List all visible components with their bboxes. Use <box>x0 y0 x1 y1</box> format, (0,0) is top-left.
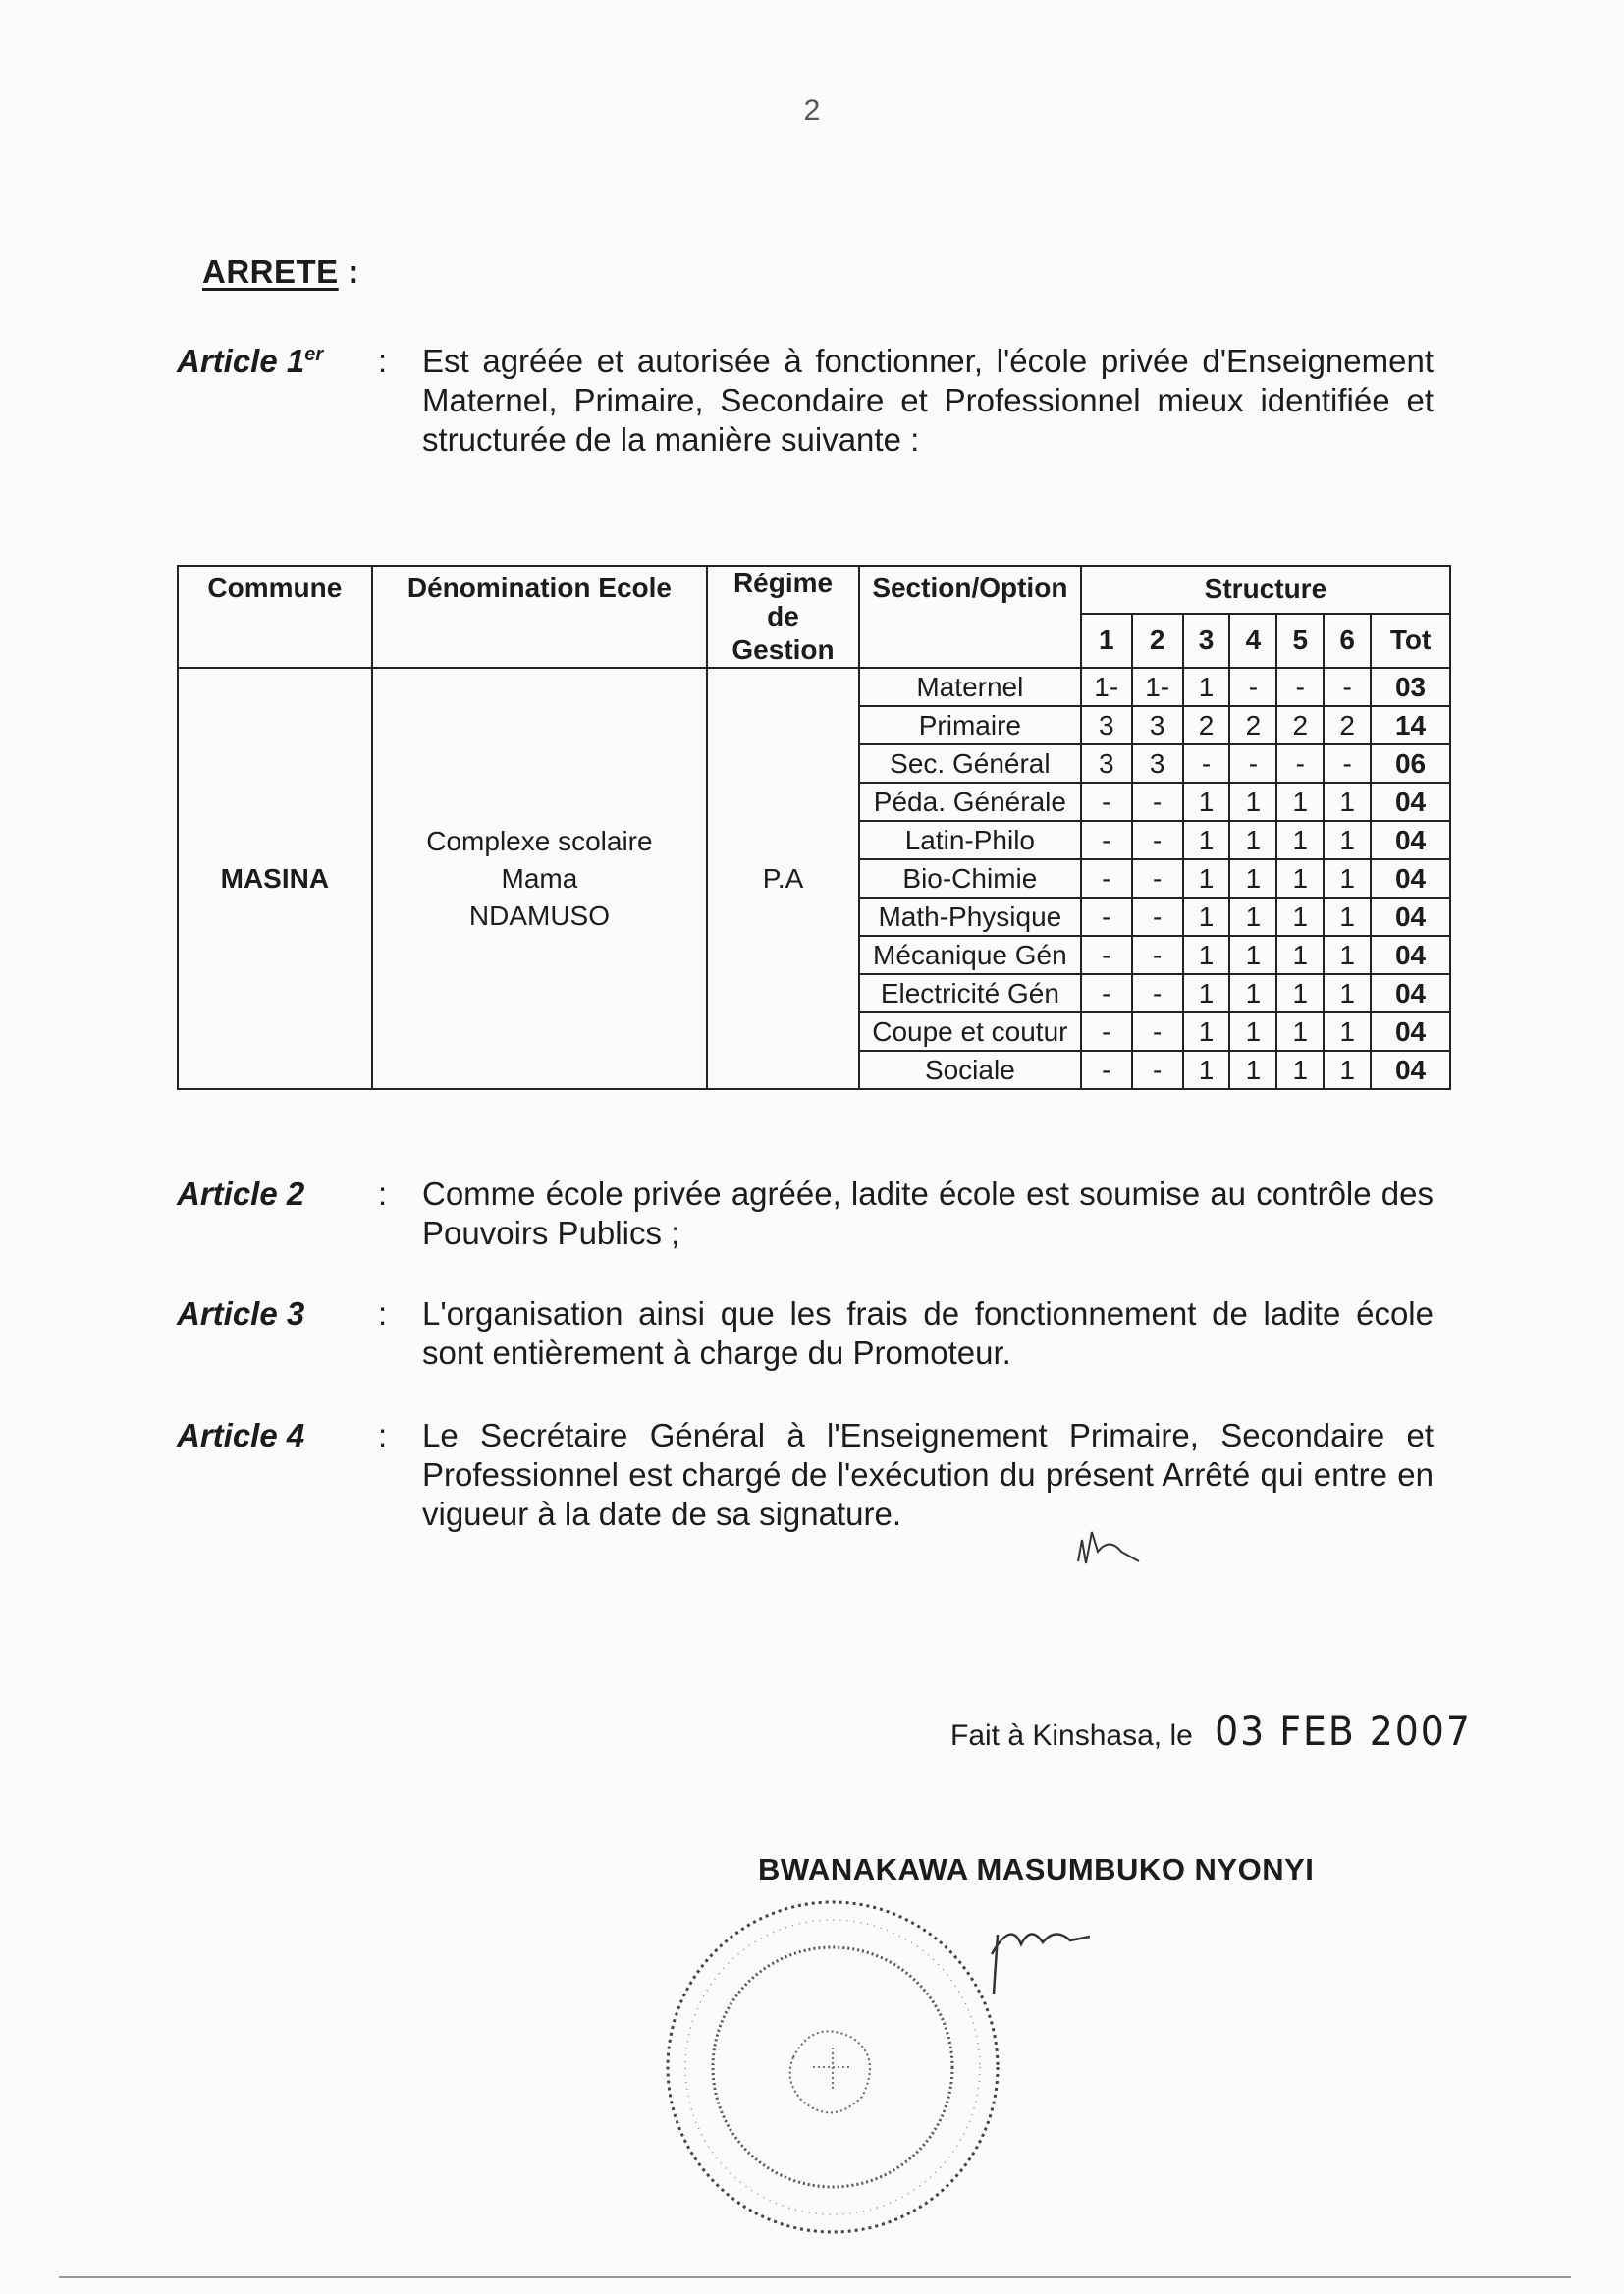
total-cell: 06 <box>1371 744 1450 783</box>
cell: 1 <box>1229 859 1276 898</box>
cell: 1 <box>1183 783 1230 821</box>
header-section: Section/Option <box>859 566 1081 668</box>
cell: 1 <box>1183 974 1230 1012</box>
cell: 1 <box>1276 898 1324 936</box>
cell: 1 <box>1183 859 1230 898</box>
cell: 1 <box>1229 974 1276 1012</box>
heading <box>202 253 359 291</box>
header-year-3: 3 <box>1183 614 1230 668</box>
cell: 1 <box>1324 1012 1371 1051</box>
article-3-text: L'organisation ainsi que les frais de fonctionnement de ladite école sont entièrement à charge du Promoteur. <box>422 1295 1434 1371</box>
signer-name: BWANAKAWA MASUMBUKO NYONYI <box>758 1852 1315 1886</box>
cell: 1 <box>1229 1012 1276 1051</box>
regime-cell: P.A <box>707 668 859 1089</box>
total-cell: 04 <box>1371 936 1450 974</box>
total-cell: 04 <box>1371 859 1450 898</box>
cell: 2 <box>1276 706 1324 744</box>
article-2-label: Article 2 <box>177 1175 305 1212</box>
header-total: Tot <box>1371 614 1450 668</box>
total-cell: 04 <box>1371 974 1450 1012</box>
cell: - <box>1132 859 1183 898</box>
total-cell: 03 <box>1371 668 1450 706</box>
total-cell: 04 <box>1371 821 1450 859</box>
article-4 <box>177 1416 1434 1534</box>
initials-mark <box>1070 1522 1149 1571</box>
article-1 <box>177 342 1434 460</box>
ecole-cell: Complexe scolaire Mama NDAMUSO <box>372 668 707 1089</box>
closing-date: 03 FEB 2007 <box>1215 1707 1472 1755</box>
cell: 1 <box>1276 1051 1324 1089</box>
cell: - <box>1132 1012 1183 1051</box>
section-cell: Latin-Philo <box>859 821 1081 859</box>
cell: - <box>1081 974 1132 1012</box>
total-cell: 04 <box>1371 898 1450 936</box>
section-cell: Sec. Général <box>859 744 1081 783</box>
total-cell: 04 <box>1371 1051 1450 1089</box>
cell: - <box>1183 744 1230 783</box>
article-4-colon: : <box>378 1417 388 1453</box>
cell: - <box>1132 898 1183 936</box>
cell: - <box>1132 1051 1183 1089</box>
cell: 1 <box>1276 974 1324 1012</box>
heading-suffix: : <box>338 253 359 290</box>
cell: 1 <box>1183 898 1230 936</box>
cell: 1 <box>1324 859 1371 898</box>
header-year-4: 4 <box>1229 614 1276 668</box>
commune-cell: MASINA <box>178 668 372 1089</box>
cell: 1 <box>1324 821 1371 859</box>
cell: - <box>1132 783 1183 821</box>
header-regime: Régime de Gestion <box>707 566 859 668</box>
cell: 1 <box>1183 668 1230 706</box>
article-4-label: Article 4 <box>177 1417 305 1453</box>
section-cell: Math-Physique <box>859 898 1081 936</box>
section-cell: Electricité Gén <box>859 974 1081 1012</box>
table-row <box>178 668 1450 706</box>
cell: 1 <box>1229 821 1276 859</box>
header-commune: Commune <box>178 566 372 668</box>
cell: 2 <box>1229 706 1276 744</box>
section-cell: Sociale <box>859 1051 1081 1089</box>
cell: 1 <box>1276 859 1324 898</box>
header-denomination: Dénomination Ecole <box>372 566 707 668</box>
page-number: 2 <box>803 94 821 127</box>
total-cell: 14 <box>1371 706 1450 744</box>
article-1-colon: : <box>378 343 388 379</box>
header-year-1: 1 <box>1081 614 1132 668</box>
section-cell: Coupe et coutur <box>859 1012 1081 1051</box>
cell: - <box>1276 744 1324 783</box>
closing <box>950 1707 1472 1755</box>
cell: - <box>1081 859 1132 898</box>
cell: 1- <box>1132 668 1183 706</box>
cell: 1 <box>1183 821 1230 859</box>
closing-place: Fait à Kinshasa, le <box>950 1720 1193 1752</box>
cell: - <box>1324 744 1371 783</box>
cell: 3 <box>1081 744 1132 783</box>
section-cell: Primaire <box>859 706 1081 744</box>
structure-table <box>177 565 1451 1090</box>
article-1-label: Article 1er <box>177 343 324 379</box>
cell: - <box>1132 974 1183 1012</box>
total-cell: 04 <box>1371 1012 1450 1051</box>
cell: - <box>1229 744 1276 783</box>
cell: 1 <box>1324 974 1371 1012</box>
article-4-text: Le Secrétaire Général à l'Enseignement Primaire, Secondaire et Professionnel est chargé de l'exécution du présent Arrêté qui entre en vigueur à la date de sa signature. <box>422 1417 1434 1532</box>
cell: - <box>1081 1051 1132 1089</box>
cell: 1 <box>1183 936 1230 974</box>
cell: 1 <box>1229 1051 1276 1089</box>
section-cell: Maternel <box>859 668 1081 706</box>
heading-text: ARRETE <box>202 253 339 290</box>
cell: 1 <box>1229 936 1276 974</box>
cell: 2 <box>1183 706 1230 744</box>
article-3-label: Article 3 <box>177 1295 305 1332</box>
cell: 1 <box>1276 936 1324 974</box>
cell: 2 <box>1324 706 1371 744</box>
cell: - <box>1081 783 1132 821</box>
cell: 1 <box>1324 898 1371 936</box>
article-3-colon: : <box>378 1295 388 1332</box>
cell: - <box>1081 898 1132 936</box>
cell: 3 <box>1132 744 1183 783</box>
cell: - <box>1081 821 1132 859</box>
section-cell: Mécanique Gén <box>859 936 1081 974</box>
cell: 1 <box>1324 783 1371 821</box>
article-2-colon: : <box>378 1175 388 1212</box>
cell: 1 <box>1324 936 1371 974</box>
article-2-text: Comme école privée agréée, ladite école est soumise au contrôle des Pouvoirs Publics ; <box>422 1175 1434 1251</box>
cell: 1 <box>1183 1012 1230 1051</box>
header-year-5: 5 <box>1276 614 1324 668</box>
cell: 1 <box>1183 1051 1230 1089</box>
total-cell: 04 <box>1371 783 1450 821</box>
cell: - <box>1081 936 1132 974</box>
cell: 3 <box>1081 706 1132 744</box>
article-2 <box>177 1174 1434 1253</box>
cell: 1 <box>1276 783 1324 821</box>
cell: 1 <box>1229 898 1276 936</box>
cell: - <box>1132 821 1183 859</box>
section-cell: Péda. Générale <box>859 783 1081 821</box>
cell: 3 <box>1132 706 1183 744</box>
cell: - <box>1229 668 1276 706</box>
cell: - <box>1276 668 1324 706</box>
header-year-6: 6 <box>1324 614 1371 668</box>
cell: - <box>1081 1012 1132 1051</box>
cell: 1- <box>1081 668 1132 706</box>
header-year-2: 2 <box>1132 614 1183 668</box>
section-cell: Bio-Chimie <box>859 859 1081 898</box>
cell: 1 <box>1324 1051 1371 1089</box>
header-structure: Structure <box>1081 566 1450 614</box>
cell: - <box>1324 668 1371 706</box>
official-seal-stamp <box>656 1890 1009 2244</box>
cell: 1 <box>1276 821 1324 859</box>
article-1-text: Est agréée et autorisée à fonctionner, l'école privée d'Enseignement Maternel, Primaire, Secondaire et Professionnel mieux identifiée et structurée de la manière suivante : <box>422 343 1434 458</box>
bottom-rule <box>59 2276 1571 2278</box>
cell: 1 <box>1276 1012 1324 1051</box>
cell: 1 <box>1229 783 1276 821</box>
cell: - <box>1132 936 1183 974</box>
article-3 <box>177 1294 1434 1373</box>
